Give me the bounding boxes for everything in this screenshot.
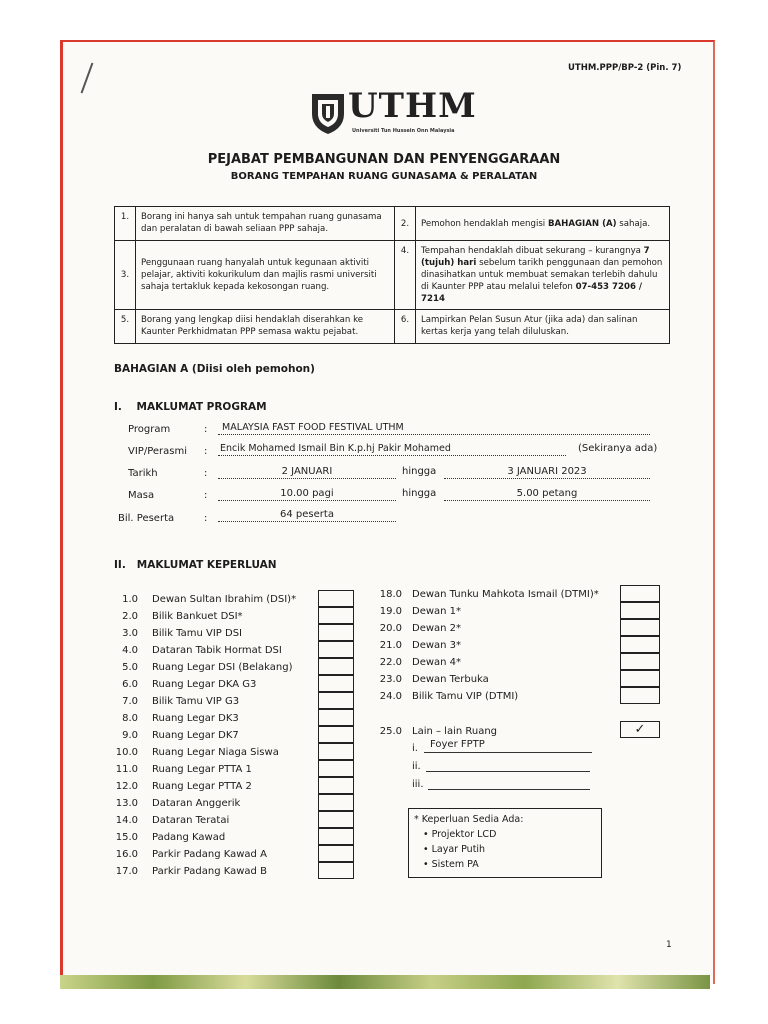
item-label: Parkir Padang Kawad A (152, 849, 267, 860)
item-label: Dewan 4* (412, 657, 462, 668)
item-label: Dewan 2* (412, 623, 462, 634)
time-to-value: 5.00 petang (516, 488, 578, 499)
item-number: 9.0 (122, 730, 138, 741)
form-title: PEJABAT PEMBANGUNAN DAN PENYENGGARAAN (207, 152, 561, 167)
item-checkbox[interactable] (318, 845, 354, 862)
other-line-number: i. (412, 743, 418, 754)
vip-note: (Sekiranya ada) (578, 443, 658, 454)
item-label: Ruang Legar DKA G3 (152, 679, 257, 690)
participants-value: 64 peserta (280, 509, 334, 520)
item-checkbox[interactable] (318, 692, 354, 709)
equipment-item: • Layar Putih (423, 844, 486, 855)
item-number: 22.0 (379, 657, 402, 668)
equipment-item: • Projektor LCD (423, 829, 497, 840)
section-a-heading: BAHAGIAN A (Diisi oleh pemohon) (114, 363, 315, 375)
vip-field[interactable] (218, 443, 566, 456)
uthm-crest-icon (308, 90, 348, 136)
item-checkbox[interactable] (620, 636, 660, 653)
date-from-value: 2 JANUARI (281, 466, 333, 477)
item-checkbox[interactable] (318, 828, 354, 845)
uthm-logo-subtitle: Universiti Tun Hussein Onn Malaysia (352, 128, 455, 134)
item-number: 10.0 (115, 747, 138, 758)
item-checkbox[interactable] (620, 687, 660, 704)
item-label: Padang Kawad (152, 832, 226, 843)
time-from-field[interactable] (218, 488, 396, 501)
rule-text: Pemohon hendaklah mengisi BAHAGIAN (A) sahaja. (416, 207, 670, 241)
time-between: hingga (402, 488, 437, 499)
item-label: Dewan Sultan Ibrahim (DSI)* (152, 594, 297, 605)
other-number: 25.0 (379, 726, 402, 737)
item-number: 12.0 (115, 781, 138, 792)
item-number: 20.0 (379, 623, 402, 634)
item-checkbox[interactable] (318, 794, 354, 811)
background-strip (60, 975, 710, 989)
item-label: Ruang Legar PTTA 2 (152, 781, 252, 792)
rule-number: 4. (395, 241, 416, 310)
item-number: 19.0 (379, 606, 402, 617)
rule-text: Lampirkan Pelan Susun Atur (jika ada) dan salinan kertas kerja yang telah diluluskan. (416, 310, 670, 344)
other-line-number: ii. (412, 761, 421, 772)
item-number: 6.0 (122, 679, 138, 690)
item-label: Ruang Legar DSI (Belakang) (152, 662, 293, 673)
item-checkbox[interactable] (620, 619, 660, 636)
time-to-field[interactable] (444, 488, 650, 501)
other-line-field[interactable] (428, 777, 590, 790)
item-checkbox[interactable] (620, 653, 660, 670)
rule-number: 1. (115, 207, 136, 241)
rule-text: Borang yang lengkap diisi hendaklah diserahkan ke Kaunter Perkhidmatan PPP semasa waktu pejabat. (136, 310, 395, 344)
equipment-title: * Keperluan Sedia Ada: (414, 814, 524, 825)
item-number: 2.0 (122, 611, 138, 622)
rule-number: 2. (395, 207, 416, 241)
item-number: 8.0 (122, 713, 138, 724)
date-to-field[interactable] (444, 466, 650, 479)
item-number: 7.0 (122, 696, 138, 707)
item-number: 21.0 (379, 640, 402, 651)
item-checkbox[interactable] (318, 862, 354, 879)
item-checkbox[interactable] (620, 585, 660, 602)
item-label: Ruang Legar Niaga Siswa (152, 747, 279, 758)
other-line-field[interactable] (424, 739, 592, 753)
participants-field[interactable] (218, 509, 396, 522)
time-from-value: 10.00 pagi (280, 488, 334, 499)
form-subtitle: BORANG TEMPAHAN RUANG GUNASAMA & PERALATAN (230, 171, 538, 182)
item-checkbox[interactable] (318, 726, 354, 743)
vip-value: Encik Mohamed Ismail Bin K.p.hj Pakir Mohamed (220, 443, 451, 454)
item-label: Ruang Legar DK7 (152, 730, 239, 741)
item-label: Dataran Teratai (152, 815, 230, 826)
rule-number: 3. (115, 241, 136, 310)
rule-text: Tempahan hendaklah dibuat sekurang – kurangnya 7 (tujuh) hari sebelum tarikh penggunaan dan pemohon dinasihatkan untuk membuat semakan terlebih dahulu di Kaunter PPP atau melalui telefon 07-453 7206 / 7214 (416, 241, 670, 310)
date-label: Tarikh (128, 468, 158, 479)
item-checkbox[interactable] (318, 777, 354, 794)
date-between: hingga (402, 466, 437, 477)
document-code: UTHM.PPP/BP-2 (Pin. 7) (568, 63, 682, 73)
participants-label: Bil. Peserta (118, 513, 175, 524)
item-label: Ruang Legar DK3 (152, 713, 239, 724)
colon: : (204, 490, 208, 501)
item-label: Dewan Terbuka (412, 674, 489, 685)
uthm-logo-text: UTHM (348, 86, 477, 126)
item-checkbox[interactable] (318, 811, 354, 828)
date-from-field[interactable] (218, 466, 396, 479)
item-number: 3.0 (122, 628, 138, 639)
other-line-value: Foyer FPTP (430, 739, 485, 750)
other-label: Lain – lain Ruang (412, 726, 498, 737)
item-number: 11.0 (115, 764, 138, 775)
rules-table (114, 206, 670, 344)
item-number: 13.0 (115, 798, 138, 809)
item-checkbox[interactable] (318, 624, 354, 641)
item-checkbox[interactable] (318, 675, 354, 692)
item-label: Dewan 3* (412, 640, 462, 651)
item-checkbox[interactable] (620, 602, 660, 619)
item-checkbox[interactable] (318, 658, 354, 675)
item-label: Bilik Tamu VIP DSI (152, 628, 242, 639)
section-1-heading: I. MAKLUMAT PROGRAM (114, 401, 267, 413)
item-label: Bilik Tamu VIP G3 (152, 696, 240, 707)
equipment-note-box (408, 808, 602, 878)
item-number: 4.0 (122, 645, 138, 656)
item-number: 14.0 (115, 815, 138, 826)
item-number: 16.0 (115, 849, 138, 860)
rule-text: Penggunaan ruang hanyalah untuk kegunaan aktiviti pelajar, aktiviti kokurikulum dan majlis rasmi universiti sahaja tertakluk kepada kekosongan ruang. (136, 241, 395, 310)
item-label: Bilik Tamu VIP (DTMI) (412, 691, 519, 702)
program-label: Program (128, 424, 171, 435)
program-field[interactable] (218, 422, 650, 435)
equipment-item: • Sistem PA (423, 859, 479, 870)
colon: : (204, 446, 208, 457)
item-label: Dataran Tabik Hormat DSI (152, 645, 282, 656)
item-checkbox[interactable] (318, 743, 354, 760)
colon: : (204, 424, 208, 435)
item-checkbox[interactable] (318, 590, 354, 607)
item-checkbox[interactable] (318, 760, 354, 777)
item-number: 24.0 (379, 691, 402, 702)
item-number: 23.0 (379, 674, 402, 685)
item-number: 18.0 (379, 589, 402, 600)
item-checkbox[interactable] (318, 607, 354, 624)
item-label: Ruang Legar PTTA 1 (152, 764, 252, 775)
vip-label: VIP/Perasmi (128, 446, 187, 457)
rule-number: 5. (115, 310, 136, 344)
item-number: 1.0 (122, 594, 138, 605)
other-checkbox[interactable] (620, 721, 660, 738)
time-label: Masa (128, 490, 155, 501)
other-line-field[interactable] (426, 759, 590, 772)
item-label: Dataran Anggerik (152, 798, 241, 809)
item-number: 15.0 (115, 832, 138, 843)
date-to-value: 3 JANUARI 2023 (507, 466, 587, 477)
page-number: 1 (666, 940, 672, 950)
rule-text: Borang ini hanya sah untuk tempahan ruang gunasama dan peralatan di bawah seliaan PPP sahaja. (136, 207, 395, 241)
item-label: Dewan 1* (412, 606, 462, 617)
section-2-heading: II. MAKLUMAT KEPERLUAN (114, 559, 277, 571)
check-mark-icon: ✓ (634, 722, 646, 737)
colon: : (204, 468, 208, 479)
colon: : (204, 513, 208, 524)
item-checkbox[interactable] (318, 709, 354, 726)
item-checkbox[interactable] (620, 670, 660, 687)
item-label: Dewan Tunku Mahkota Ismail (DTMI)* (412, 589, 599, 600)
other-line-number: iii. (412, 779, 424, 790)
item-number: 5.0 (122, 662, 138, 673)
item-checkbox[interactable] (318, 641, 354, 658)
item-number: 17.0 (115, 866, 138, 877)
program-value: MALAYSIA FAST FOOD FESTIVAL UTHM (222, 422, 404, 433)
rule-number: 6. (395, 310, 416, 344)
item-label: Bilik Bankuet DSI* (152, 611, 243, 622)
item-label: Parkir Padang Kawad B (152, 866, 267, 877)
